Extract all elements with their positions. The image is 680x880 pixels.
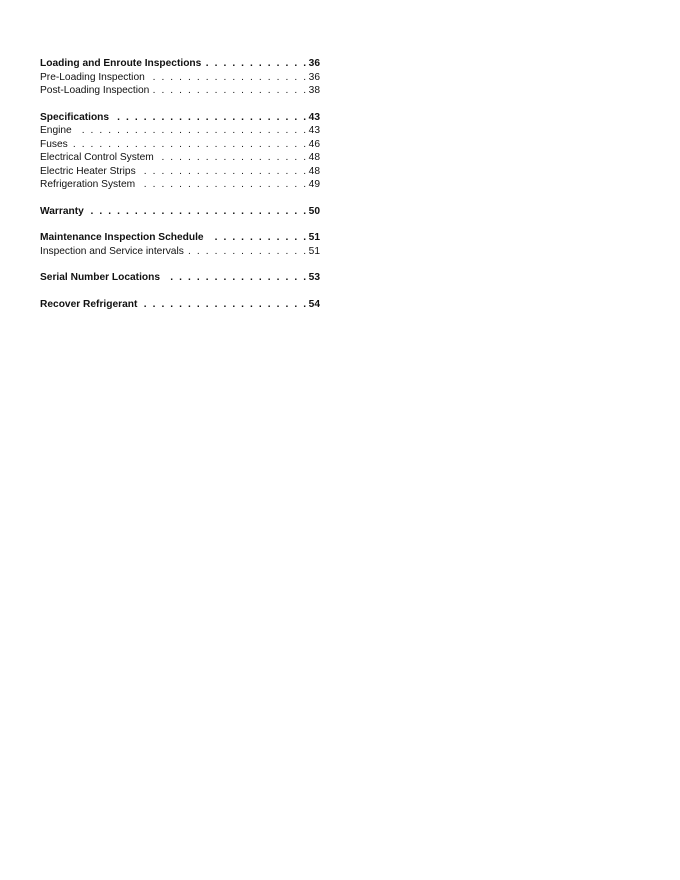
dot-leader bbox=[76, 124, 308, 138]
toc-entry-title: Electrical Control System bbox=[40, 152, 154, 163]
toc-entry-page: 36 bbox=[308, 58, 320, 69]
dot-leader bbox=[164, 271, 308, 285]
toc-entry-page: 48 bbox=[308, 165, 320, 177]
toc-entry-page: 46 bbox=[308, 138, 320, 150]
toc-entry bbox=[40, 178, 320, 192]
dot-leader bbox=[208, 231, 308, 245]
toc-entry bbox=[40, 124, 320, 138]
toc-entry bbox=[40, 71, 320, 85]
toc-entry-page: 54 bbox=[308, 298, 320, 310]
toc-entry bbox=[40, 165, 320, 179]
toc-entry bbox=[40, 271, 320, 285]
dot-leader bbox=[205, 57, 307, 71]
dot-leader bbox=[153, 84, 307, 98]
toc-entry-title: Electric Heater Strips bbox=[40, 165, 136, 177]
toc-entry-page: 53 bbox=[308, 272, 320, 283]
toc-entry-title: Pre-Loading Inspection bbox=[40, 71, 145, 83]
toc-entry-page: 51 bbox=[308, 232, 320, 243]
toc-entry-title: Refrigeration System bbox=[40, 179, 136, 190]
toc-entry-page: 38 bbox=[308, 85, 320, 96]
toc-entry bbox=[40, 205, 320, 219]
toc-entry-title: Maintenance Inspection Schedule bbox=[40, 232, 204, 243]
dot-leader bbox=[88, 205, 308, 219]
toc-entry bbox=[40, 245, 320, 259]
toc-entry-page: 43 bbox=[308, 111, 320, 123]
toc-entry-title: Specifications bbox=[40, 111, 110, 123]
toc-entry bbox=[40, 151, 320, 165]
toc-entry bbox=[40, 138, 320, 152]
toc-entry-title: Engine bbox=[40, 125, 72, 136]
toc-entry bbox=[40, 84, 320, 98]
dot-leader bbox=[149, 71, 308, 85]
toc-entry bbox=[40, 231, 320, 245]
toc-entry-page: 43 bbox=[308, 125, 320, 136]
dot-leader bbox=[140, 165, 308, 179]
toc-entry-title: Warranty bbox=[40, 205, 84, 217]
toc-section bbox=[40, 205, 320, 219]
dot-leader bbox=[72, 138, 308, 152]
toc-section bbox=[40, 271, 320, 285]
toc-entry-title: Inspection and Service intervals bbox=[40, 245, 184, 257]
toc-section bbox=[40, 231, 320, 258]
dot-leader bbox=[139, 178, 308, 192]
toc-section bbox=[40, 111, 320, 192]
toc-entry-title: Fuses bbox=[40, 138, 68, 150]
toc-entry-title: Serial Number Locations bbox=[40, 272, 161, 283]
toc-entry-title: Recover Refrigerant bbox=[40, 298, 138, 310]
dot-leader bbox=[158, 151, 308, 165]
dot-leader bbox=[141, 298, 307, 312]
toc-section bbox=[40, 298, 320, 312]
toc-entry-title: Loading and Enroute Inspections bbox=[40, 58, 202, 69]
toc-entry bbox=[40, 111, 320, 125]
table-of-contents bbox=[40, 57, 320, 324]
toc-entry-page: 36 bbox=[308, 71, 320, 83]
dot-leader bbox=[113, 111, 308, 125]
toc-entry-title: Post-Loading Inspection bbox=[40, 85, 150, 96]
toc-entry-page: 49 bbox=[308, 179, 320, 190]
toc-entry bbox=[40, 57, 320, 71]
toc-section bbox=[40, 57, 320, 98]
toc-entry-page: 48 bbox=[308, 152, 320, 163]
toc-entry-page: 51 bbox=[308, 245, 320, 257]
toc-entry bbox=[40, 298, 320, 312]
toc-entry-page: 50 bbox=[308, 205, 320, 217]
dot-leader bbox=[188, 245, 308, 259]
